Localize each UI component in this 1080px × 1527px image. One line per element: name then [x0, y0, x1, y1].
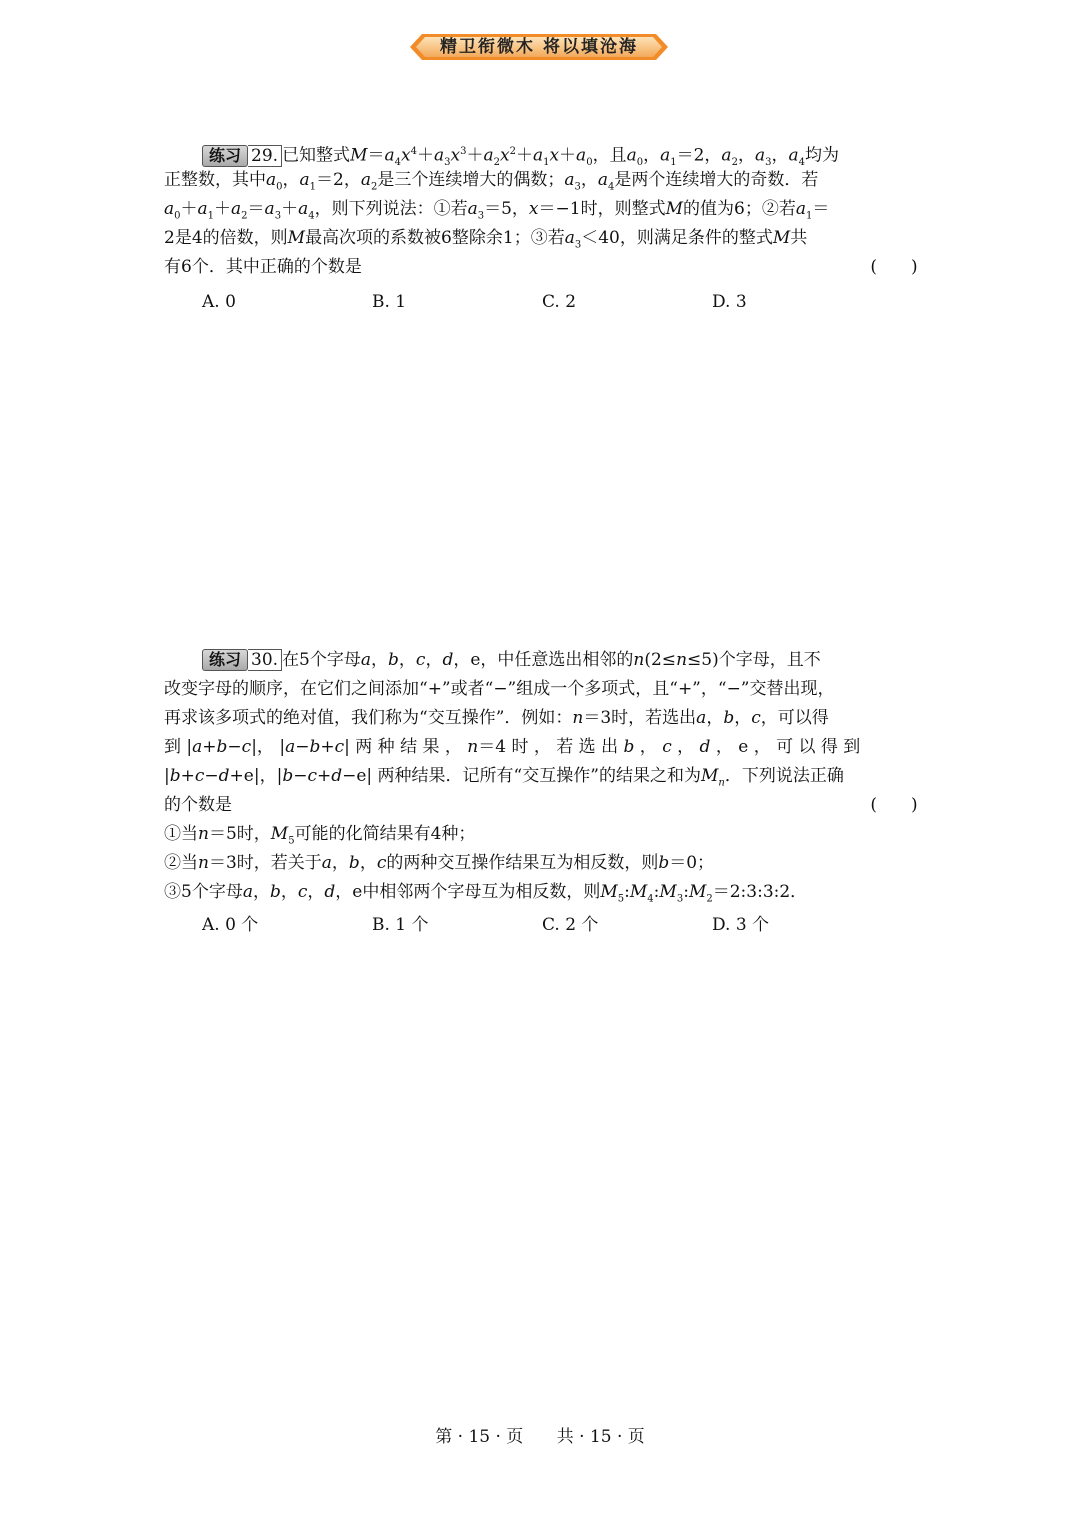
p29-choices: [164, 288, 920, 317]
p30-choices: [164, 911, 920, 940]
p30-statement-1: ①当n＝5时，$M_5$可能的化简结果有4种；: [164, 824, 476, 847]
p30-line-6: 的个数是 ( ): [164, 791, 920, 820]
problem-29: [164, 137, 920, 317]
p29-line-1: 练习 29. 已知整式$M=a_4x^4+a_3x^3+a_2x^2+a_1x+a_0$，且$a_0$，$a_1=2$，$a_2$，$a_3$，$a_4$均为: [164, 137, 920, 166]
choice-a[interactable]: A. 0: [202, 292, 236, 312]
choice-d[interactable]: D. 3 个: [712, 915, 770, 935]
p30-statement-2: ②当n＝3时，若关于a，b，c的两种交互操作结果互为相反数，则b＝0；: [164, 853, 715, 873]
problem-30: [164, 646, 920, 940]
p30-line-5: |b+c−d+e|，|b−c+d−e| 两种结果．记所有“交互操作”的结果之和为$M_n$．下列说法正确: [164, 766, 844, 789]
p30-line-3: 再求该多项式的绝对值，我们称为“交互操作”．例如：n＝3时，若选出a，b，c，可以得: [164, 708, 829, 728]
p29-line-4: 2是4的倍数，则M最高次项的系数被6整除余1；③若$a_3<40$，则满足条件的整式M共: [164, 228, 808, 251]
practice-tag: 练习: [202, 145, 248, 167]
practice-tag: 练习: [202, 649, 248, 671]
page-number: 第 · 15 · 页: [435, 1427, 524, 1447]
p29-line-5: 有6个．其中正确的个数是 ( ): [164, 253, 920, 282]
p30-line-4: 到 |a+b−c|， |a−b+c| 两 种 结 果 ， n＝4 时 ， 若 选 出 b ， c ， d ， e ， 可 以 得 到: [164, 737, 861, 757]
choice-b[interactable]: B. 1: [372, 292, 407, 312]
answer-paren: ( ): [870, 257, 918, 277]
choice-d[interactable]: D. 3: [712, 292, 747, 312]
header-banner: [410, 32, 668, 62]
answer-paren: ( ): [870, 795, 918, 815]
choice-b[interactable]: B. 1 个: [372, 915, 429, 935]
page-footer: [0, 1422, 1080, 1447]
banner-text: 精卫衔微木 将以填沧海: [440, 37, 638, 57]
p30-line-2: 改变字母的顺序，在它们之间添加“+”或者“−”组成一个多项式，且“+”，“−”交替出现，: [164, 679, 835, 699]
page-total: 共 · 15 · 页: [556, 1427, 645, 1447]
problem-number: 29.: [248, 145, 282, 167]
problem-number: 30.: [248, 649, 282, 671]
p29-line-2: 正整数，其中$a_0$，$a_1=2$，$a_2$是三个连续增大的偶数；$a_3$，$a_4$是两个连续增大的奇数．若: [164, 170, 819, 193]
choice-c[interactable]: C. 2 个: [542, 915, 599, 935]
p29-line-3: $a_0+a_1+a_2=a_3+a_4$，则下列说法：①若$a_3=5$，x＝−1时，则整式M的值为6；②若$a_1=$: [164, 199, 830, 222]
p30-statement-3: ③5个字母a，b，c，d，e中相邻两个字母互为相反数，则$M_5:M_4:M_3:M_2=2:3:3:2$．: [164, 882, 808, 905]
p30-line-1: 练习 30. 在5个字母a，b，c，d，e，中任意选出相邻的n(2≤n≤5)个字母，且不: [164, 646, 920, 675]
choice-a[interactable]: A. 0 个: [202, 915, 259, 935]
choice-c[interactable]: C. 2: [542, 292, 577, 312]
